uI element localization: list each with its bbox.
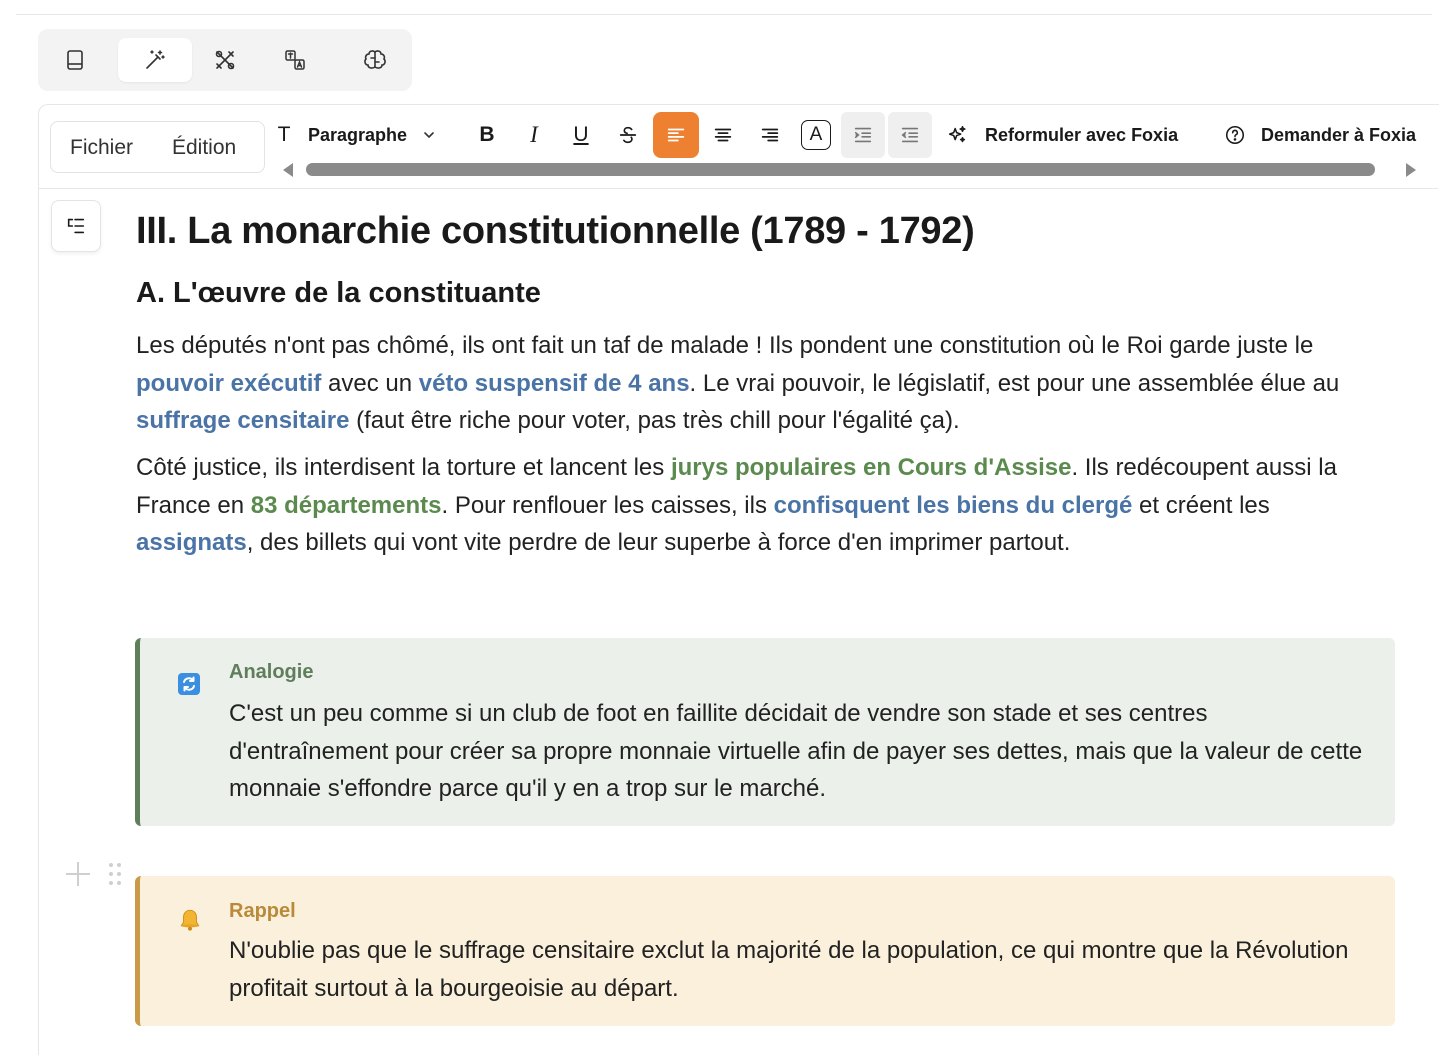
sparkles-icon [946, 124, 968, 146]
add-block-icon[interactable] [66, 862, 90, 886]
analogy-callout [135, 638, 1395, 826]
chevron-down-icon [421, 127, 437, 143]
editor-left-border [38, 188, 39, 1055]
toolbar-divider [38, 188, 1438, 189]
paragraph-text: et créent les [1132, 491, 1270, 519]
paragraph-text: , des billets qui vont vite perdre de leur superbe à force d'en imprimer partout. [246, 529, 1071, 556]
outline-toggle-button[interactable] [51, 200, 101, 252]
mode-switcher [38, 29, 412, 91]
mode-magic-button[interactable] [118, 38, 192, 82]
menu-edit[interactable]: Édition [172, 136, 237, 159]
mode-tools-button[interactable] [188, 38, 262, 82]
keyword-highlight: jurys populaires en Cours d'Assise [670, 454, 1072, 481]
mode-book-button[interactable] [38, 38, 112, 82]
paragraph-text: . Ils redécoupent aussi la France en [136, 454, 1337, 519]
ask-foxia-button[interactable] [1224, 112, 1434, 158]
strikethrough-button[interactable] [607, 112, 649, 158]
mode-translate-button[interactable] [258, 38, 332, 82]
text-color-button[interactable]: A [801, 120, 831, 150]
help-circle-icon [1224, 124, 1246, 146]
paragraph-text: . Pour renflouer les caisses, ils [441, 491, 774, 519]
indent-icon [852, 124, 874, 146]
block-style-label: Paragraphe [308, 124, 408, 145]
bell-icon [177, 907, 203, 933]
top-divider [16, 14, 1432, 15]
keyword-highlight: véto suspensif de 4 ans [418, 369, 690, 397]
scrollbar-thumb[interactable] [306, 163, 1375, 176]
analogy-body: C'est un peu comme si un club de foot en faillite décidait de vendre son stade et ses centres d'entraînement pour créer sa propre monnaie virtuelle afin de payer ses dettes, mais que la valeur de cette monnaie s'effondre parce qu'il y en a trop sur le marché. [229, 700, 1363, 802]
scroll-right-arrow-icon[interactable] [1406, 163, 1416, 177]
paragraph-text: avec un [321, 369, 419, 397]
paragraph-constitution [136, 327, 1376, 440]
align-right-icon [759, 124, 781, 146]
keyword-highlight: suffrage censitaire [136, 407, 350, 434]
section-heading: A. L'œuvre de la constituante [136, 277, 541, 309]
analogy-title: Analogie [229, 661, 314, 683]
rappel-body: N'oublie pas que le suffrage censitaire exclut la majorité de la population, ce qui montre que la Révolution profitait surtout à la bourgeoisie au départ. [229, 937, 1349, 1002]
paragraph-text: . Le vrai pouvoir, le législatif, est pour une assemblée élue au [689, 369, 1340, 397]
keyword-highlight: 83 départements [250, 491, 442, 519]
menu-file[interactable]: Fichier [70, 136, 134, 159]
document-title: III. La monarchie constitutionnelle (1789 - 1792) [136, 210, 975, 252]
align-left-icon [665, 124, 687, 146]
refresh-icon [177, 672, 201, 696]
rappel-title: Rappel [229, 900, 296, 922]
outdent-icon [899, 124, 921, 146]
rephrase-foxia-button[interactable] [946, 112, 1191, 158]
paragraph-text: Les députés n'ont pas chômé, ils ont fait un taf de malade ! Ils pondent une constitution où le Roi garde juste le [136, 332, 1314, 359]
indent-button[interactable] [841, 112, 885, 158]
text-type-icon[interactable]: T [277, 123, 291, 146]
tools-icon [213, 48, 237, 72]
brain-icon [363, 48, 387, 72]
mode-brain-button[interactable] [338, 38, 412, 82]
ask-foxia-label: Demander à Foxia [1261, 124, 1417, 145]
strikethrough-icon [617, 124, 639, 146]
align-center-button[interactable] [702, 112, 744, 158]
file-edit-menu [50, 121, 265, 173]
rephrase-foxia-label: Reformuler avec Foxia [985, 124, 1179, 145]
keyword-highlight: pouvoir exécutif [136, 369, 322, 397]
align-center-icon [712, 124, 734, 146]
book-icon [63, 48, 87, 72]
rappel-callout [135, 876, 1395, 1026]
scroll-left-arrow-icon[interactable] [283, 163, 293, 177]
paragraph-justice [136, 449, 1376, 562]
paragraph-text: Côté justice, ils interdisent la torture et lancent les [136, 454, 671, 481]
align-left-button[interactable] [653, 112, 699, 158]
keyword-highlight: assignats [136, 529, 247, 556]
outdent-button[interactable] [888, 112, 932, 158]
bold-button[interactable]: B [479, 123, 495, 146]
paragraph-text: (faut être riche pour voter, pas très chill pour l'égalité ça). [349, 407, 960, 434]
keyword-highlight: confisquent les biens du clergé [773, 491, 1133, 519]
italic-button[interactable]: I [530, 122, 538, 147]
magic-wand-icon [143, 48, 167, 72]
align-right-button[interactable] [749, 112, 791, 158]
underline-button[interactable]: U [573, 123, 589, 146]
drag-handle-icon[interactable] [108, 862, 124, 888]
translate-icon [283, 48, 307, 72]
outline-list-icon [65, 215, 87, 237]
block-style-select[interactable] [308, 112, 453, 158]
